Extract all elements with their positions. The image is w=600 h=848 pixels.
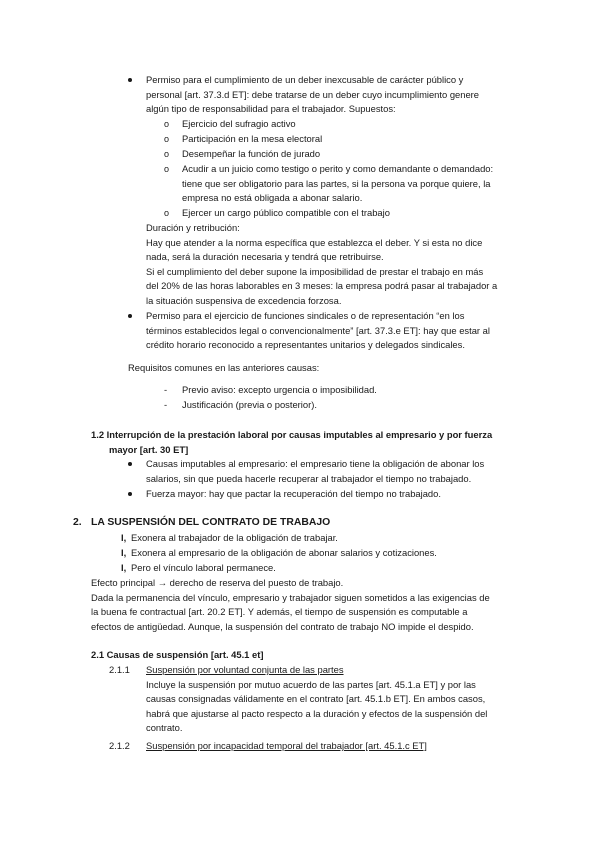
circle-bullet: o <box>164 208 170 218</box>
circle-bullet: o <box>164 164 170 174</box>
subsection-line: causas consignadas válidamente en el contrato [art. 45.1.b ET]. En ambos casos, <box>146 693 486 704</box>
section-2-1-heading: 2.1 Causas de suspensión [art. 45.1 et] <box>91 649 264 660</box>
bullet-dot <box>128 78 132 82</box>
paragraph-line: Efecto principal → derecho de reserva del puesto de trabajo. <box>91 577 344 588</box>
tick-icon: Ɩ, <box>121 562 127 573</box>
effect-item: Exonera al trabajador de la obligación de trabajar. <box>131 532 338 543</box>
bullet2-line: crédito horario reconocido a representantes unitarios y delegados sindicales. <box>146 339 465 350</box>
effect-item: Exonera al empresario de la obligación de abonar salarios y cotizaciones. <box>131 547 437 558</box>
paragraph-line: Dada la permanencia del vínculo, empresario y trabajador siguen sometidos a las exigencias de <box>91 592 490 603</box>
circle-bullet: o <box>164 119 170 129</box>
subitem: Acudir a un juicio como testigo o perito y como demandante o demandado: <box>182 163 494 174</box>
bullet-line: Causas imputables al empresario: el empresario tiene la obligación de abonar los <box>146 458 485 469</box>
dash-bullet: - <box>164 399 168 410</box>
duracion-line: Si el cumplimiento del deber supone la imposibilidad de prestar el trabajo en más <box>146 266 484 277</box>
subsection-title: Suspensión por incapacidad temporal del trabajador [art. 45.1.c ET] <box>146 740 427 751</box>
duracion-line: nada, será la duración necesaria y tendrá que retribuirse. <box>146 251 384 262</box>
subitem: Desempeñar la función de jurado <box>182 148 321 159</box>
section-2-number: 2. <box>73 517 82 528</box>
subitem: Participación en la mesa electoral <box>182 133 323 144</box>
section-1-2-heading: 1.2 Interrupción de la prestación laboral por causas imputables al empresario y por fuerza <box>91 429 493 440</box>
tick-icon: Ɩ, <box>121 547 127 558</box>
subitem-cont: tiene que ser obligatorio para las partes, si la persona va porque quiere, la <box>182 178 491 189</box>
duracion-title: Duración y retribución: <box>146 222 240 233</box>
bullet1-line: algún tipo de responsabilidad para el trabajador. Supuestos: <box>146 103 396 114</box>
bullet2-line: términos establecidos legal o convencionalmente” [art. 37.3.e ET]: hay que estar al <box>146 325 490 336</box>
bullet-line: salarios, sin que pueda hacerle recuperar al trabajador el tiempo no trabajado. <box>146 473 472 484</box>
circle-bullet: o <box>164 134 170 144</box>
subsection-line: contrato. <box>146 722 183 733</box>
bullet1-line: Permiso para el cumplimiento de un deber inexcusable de carácter público y <box>146 74 464 85</box>
tick-icon: Ɩ, <box>121 532 127 543</box>
duracion-line: Hay que atender a la norma específica que establezca el deber. Y si esta no dice <box>146 237 483 248</box>
circle-bullet: o <box>164 149 170 159</box>
subitem: Ejercer un cargo público compatible con el trabajo <box>182 207 390 218</box>
dash-bullet: - <box>164 384 168 395</box>
bullet-line: Fuerza mayor: hay que pactar la recuperación del tiempo no trabajado. <box>146 488 441 499</box>
duracion-line: la situación suspensiva de excedencia forzosa. <box>146 295 342 306</box>
subitem: Ejercicio del sufragio activo <box>182 118 296 129</box>
duracion-line: del 20% de las horas laborables en 3 meses: la empresa podrá pasar al trabajador a <box>146 280 498 291</box>
section-1-2-heading: mayor [art. 30 ET] <box>109 444 189 455</box>
bullet-dot <box>128 314 132 318</box>
requisito-item: Justificación (previa o posterior). <box>182 399 317 410</box>
paragraph-line: la buena fe contractual [art. 20.2 ET]. Y además, el tiempo de suspensión es computable a <box>91 606 468 617</box>
bullet2-line: Permiso para el ejercicio de funciones sindicales o de representación “en los <box>146 310 465 321</box>
subsection-number: 2.1.2 <box>109 740 130 751</box>
subitem-cont: empresa no está obligada a abonar salario. <box>182 192 363 203</box>
bullet-dot <box>128 492 132 496</box>
requisito-item: Previo aviso: excepto urgencia o imposibilidad. <box>182 384 377 395</box>
subsection-line: Incluye la suspensión por mutuo acuerdo de las partes [art. 45.1.a ET] y por las <box>146 679 476 690</box>
bullet-dot <box>128 462 132 466</box>
bullet1-line: personal [art. 37.3.d ET]: debe tratarse de un deber cuyo incumplimiento genere <box>146 89 480 100</box>
subsection-number: 2.1.1 <box>109 664 130 675</box>
requisitos-title: Requisitos comunes en las anteriores causas: <box>128 362 320 373</box>
effect-item: Pero el vínculo laboral permanece. <box>131 562 276 573</box>
section-2-title: LA SUSPENSIÓN DEL CONTRATO DE TRABAJO <box>91 517 331 528</box>
subsection-title: Suspensión por voluntad conjunta de las partes <box>146 664 344 675</box>
subsection-line: habrá que ajustarse al pacto respecto a la duración y efectos de la suspensión del <box>146 708 488 719</box>
paragraph-line: efectos de antigüedad. Aunque, la suspensión del contrato de trabajo NO impide el despido. <box>91 621 474 632</box>
